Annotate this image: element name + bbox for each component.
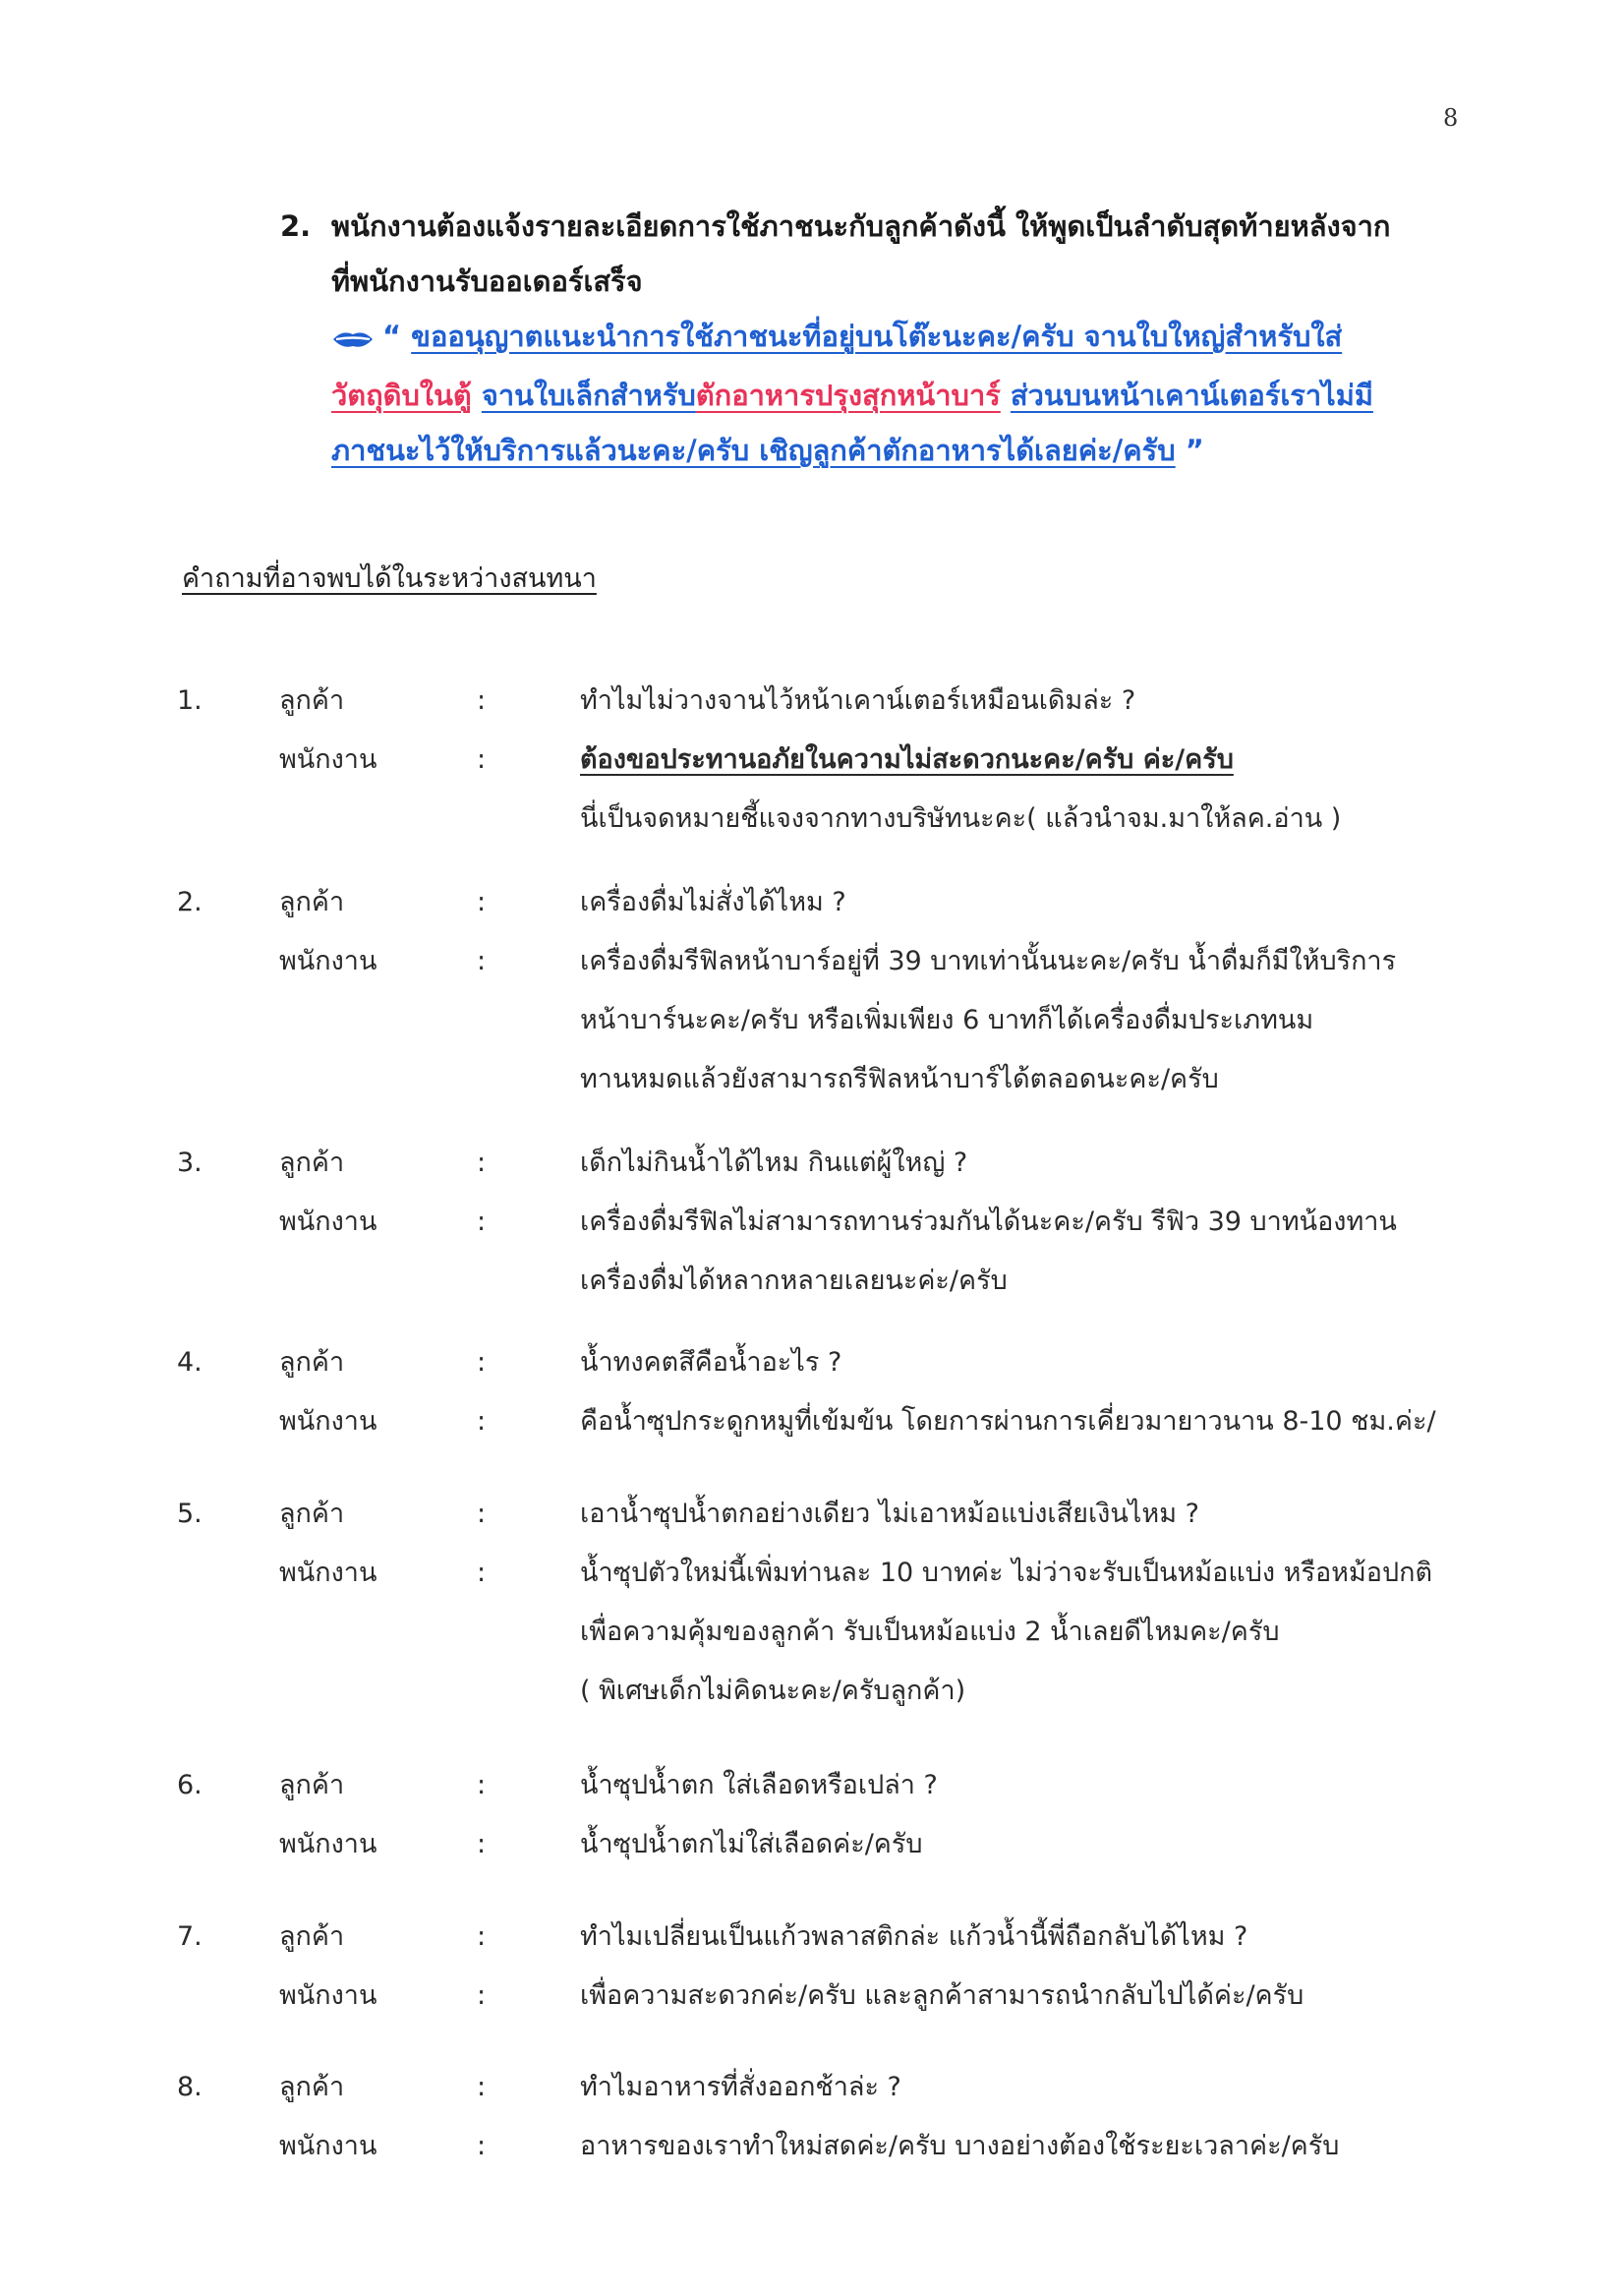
answer-continuation: ทานหมดแล้วยังสามารถรีฟิลหน้าบาร์ได้ตลอดนะคะ/ครับ bbox=[580, 1064, 1219, 1094]
answer-row bbox=[177, 1967, 1484, 2026]
colon: : bbox=[477, 1921, 487, 1952]
open-quote: “ bbox=[382, 320, 402, 353]
colon: : bbox=[477, 1980, 487, 2011]
staff-label: พนักงาน bbox=[279, 1980, 377, 2011]
question-row bbox=[177, 1485, 1484, 1544]
qa-number: 8. bbox=[177, 2072, 203, 2102]
answer-row bbox=[177, 932, 1484, 991]
intro-instruction bbox=[280, 199, 1489, 478]
qa-number: 3. bbox=[177, 1148, 203, 1178]
colon: : bbox=[477, 1207, 487, 1237]
qa-item-4 bbox=[177, 1333, 1484, 1451]
answer-row bbox=[177, 1544, 1484, 1603]
question-text: ทำไมไม่วางจานไว้หน้าเคาน์เตอร์เหมือนเดิมล่ะ ? bbox=[580, 685, 1136, 716]
question-row bbox=[177, 2058, 1484, 2117]
answer-text: เครื่องดื่มรีฟิลหน้าบาร์อยู่ที่ 39 บาทเท่านั้นนะคะ/ครับ น้ำดื่มก็มีให้บริการ bbox=[580, 946, 1397, 976]
qa-item-7 bbox=[177, 1908, 1484, 2026]
answer-text: เพื่อความสะดวกค่ะ/ครับ และลูกค้าสามารถนำกลับไปได้ค่ะ/ครับ bbox=[580, 1980, 1304, 2011]
question-row bbox=[177, 1756, 1484, 1815]
staff-label: พนักงาน bbox=[279, 1829, 377, 1859]
intro-line-2: ที่พนักงานรับออเดอร์เสร็จ bbox=[331, 265, 643, 298]
qa-item-3 bbox=[177, 1134, 1484, 1311]
colon: : bbox=[477, 744, 487, 775]
answer-text: อาหารของเราทำใหม่สดค่ะ/ครับ บางอย่างต้องใช้ระยะเวลาค่ะ/ครับ bbox=[580, 2131, 1340, 2161]
answer-row bbox=[177, 731, 1484, 790]
script-part-6: ภาชนะไว้ให้บริการแล้วนะคะ/ครับ เชิญลูกค้าตักอาหารได้เลยค่ะ/ครับ bbox=[331, 434, 1176, 467]
qa-number: 7. bbox=[177, 1921, 203, 1952]
answer-continuation: หน้าบาร์นะคะ/ครับ หรือเพิ่มเพียง 6 บาทก็ได้เครื่องดื่มประเภทนม bbox=[580, 1005, 1314, 1035]
intro-line-1 bbox=[280, 199, 1489, 254]
colon: : bbox=[477, 685, 487, 716]
script-part-3: จานใบเล็กสำหรับ bbox=[481, 379, 696, 412]
close-quote: ” bbox=[1185, 434, 1204, 467]
question-row bbox=[177, 1134, 1484, 1193]
answer-row bbox=[177, 1392, 1484, 1451]
script-part-5: ส่วนบนหน้าเคาน์เตอร์เราไม่มี bbox=[1010, 379, 1373, 412]
question-text: เอาน้ำซุปน้ำตกอย่างเดียว ไม่เอาหม้อแบ่งเสียเงินไหม ? bbox=[580, 1499, 1199, 1529]
qa-number: 5. bbox=[177, 1499, 203, 1529]
script-line-3 bbox=[280, 423, 1489, 478]
staff-label: พนักงาน bbox=[279, 2131, 377, 2161]
question-text: เด็กไม่กินน้ำได้ไหม กินแต่ผู้ใหญ่ ? bbox=[580, 1148, 968, 1178]
intro-text-1: พนักงานต้องแจ้งรายละเอียดการใช้ภาชนะกับลูกค้าดังนี้ ให้พูดเป็นลำดับสุดท้ายหลังจาก bbox=[331, 209, 1391, 243]
question-text: ทำไมอาหารที่สั่งออกช้าล่ะ ? bbox=[580, 2072, 901, 2102]
colon: : bbox=[477, 1148, 487, 1178]
script-part-1: ขออนุญาตแนะนำการใช้ภาชนะที่อยู่บนโต๊ะนะคะ/ครับ จานใบใหญ่สำหรับใส่ bbox=[411, 320, 1343, 353]
colon: : bbox=[477, 1347, 487, 1378]
intro-number: 2. bbox=[280, 209, 312, 243]
answer-continuation: นี่เป็นจดหมายชี้แจงจากทางบริษัทนะคะ( แล้วนำจม.มาให้ลค.อ่าน ) bbox=[580, 803, 1342, 834]
qa-number: 1. bbox=[177, 685, 203, 716]
colon: : bbox=[477, 1770, 487, 1800]
question-row bbox=[177, 1333, 1484, 1392]
answer-text: ต้องขอประทานอภัยในความไม่สะดวกนะคะ/ครับ ค่ะ/ครับ bbox=[580, 744, 1234, 775]
qa-item-8 bbox=[177, 2058, 1484, 2176]
staff-label: พนักงาน bbox=[279, 1406, 377, 1437]
colon: : bbox=[477, 1558, 487, 1588]
answer-continuation: เครื่องดื่มได้หลากหลายเลยนะค่ะ/ครับ bbox=[580, 1266, 1008, 1296]
qa-number: 6. bbox=[177, 1770, 203, 1800]
script-part-4: ตักอาหารปรุงสุกหน้าบาร์ bbox=[695, 379, 1001, 412]
colon: : bbox=[477, 887, 487, 917]
answer-row bbox=[177, 1193, 1484, 1252]
customer-label: ลูกค้า bbox=[279, 887, 345, 917]
question-row bbox=[177, 1908, 1484, 1967]
answer-text: น้ำซุปตัวใหม่นี้เพิ่มท่านละ 10 บาทค่ะ ไม่ว่าจะรับเป็นหม้อแบ่ง หรือหม้อปกติ bbox=[580, 1558, 1433, 1588]
customer-label: ลูกค้า bbox=[279, 2072, 345, 2102]
customer-label: ลูกค้า bbox=[279, 1770, 345, 1800]
customer-label: ลูกค้า bbox=[279, 685, 345, 716]
answer-text: คือน้ำซุปกระดูกหมูที่เข้มข้น โดยการผ่านการเคี่ยวมายาวนาน 8-10 ชม.ค่ะ/ bbox=[580, 1406, 1436, 1437]
customer-label: ลูกค้า bbox=[279, 1921, 345, 1952]
staff-label: พนักงาน bbox=[279, 1558, 377, 1588]
staff-label: พนักงาน bbox=[279, 946, 377, 976]
question-text: เครื่องดื่มไม่สั่งได้ไหม ? bbox=[580, 887, 846, 917]
answer-continuation: เพื่อความคุ้มของลูกค้า รับเป็นหม้อแบ่ง 2 น้ำเลยดีไหมคะ/ครับ bbox=[580, 1617, 1280, 1647]
customer-label: ลูกค้า bbox=[279, 1347, 345, 1378]
question-row bbox=[177, 873, 1484, 932]
lips-icon bbox=[331, 313, 375, 368]
staff-label: พนักงาน bbox=[279, 744, 377, 775]
customer-label: ลูกค้า bbox=[279, 1499, 345, 1529]
answer-row bbox=[177, 1815, 1484, 1874]
answer-text: เครื่องดื่มรีฟิลไม่สามารถทานร่วมกันได้นะคะ/ครับ รีฟิว 39 บาทน้องทาน bbox=[580, 1207, 1397, 1237]
script-part-2: วัตถุดิบในตู้ bbox=[331, 379, 472, 412]
customer-label: ลูกค้า bbox=[279, 1148, 345, 1178]
qa-item-6 bbox=[177, 1756, 1484, 1874]
question-text: น้ำซุปน้ำตก ใส่เลือดหรือเปล่า ? bbox=[580, 1770, 938, 1800]
colon: : bbox=[477, 2072, 487, 2102]
colon: : bbox=[477, 2131, 487, 2161]
answer-text: น้ำซุปน้ำตกไม่ใส่เลือดค่ะ/ครับ bbox=[580, 1829, 923, 1859]
answer-row bbox=[177, 2117, 1484, 2176]
colon: : bbox=[477, 1829, 487, 1859]
question-row bbox=[177, 672, 1484, 731]
staff-label: พนักงาน bbox=[279, 1207, 377, 1237]
qa-number: 2. bbox=[177, 887, 203, 917]
question-text: ทำไมเปลี่ยนเป็นแก้วพลาสติกล่ะ แก้วน้ำนี้พี่ถือกลับได้ไหม ? bbox=[580, 1921, 1248, 1952]
script-line-2 bbox=[280, 368, 1489, 423]
qa-number: 4. bbox=[177, 1347, 203, 1378]
qa-item-5 bbox=[177, 1485, 1484, 1721]
colon: : bbox=[477, 1499, 487, 1529]
colon: : bbox=[477, 946, 487, 976]
qa-item-2 bbox=[177, 873, 1484, 1109]
page-number: 8 bbox=[1443, 104, 1459, 132]
qa-item-1 bbox=[177, 672, 1484, 849]
section-heading: คำถามที่อาจพบได้ในระหว่างสนทนา bbox=[182, 563, 597, 594]
colon: : bbox=[477, 1406, 487, 1437]
answer-continuation: ( พิเศษเด็กไม่คิดนะคะ/ครับลูกค้า) bbox=[580, 1676, 966, 1706]
script-line-1 bbox=[280, 309, 1489, 368]
question-text: น้ำทงคตสึคือน้ำอะไร ? bbox=[580, 1347, 842, 1378]
